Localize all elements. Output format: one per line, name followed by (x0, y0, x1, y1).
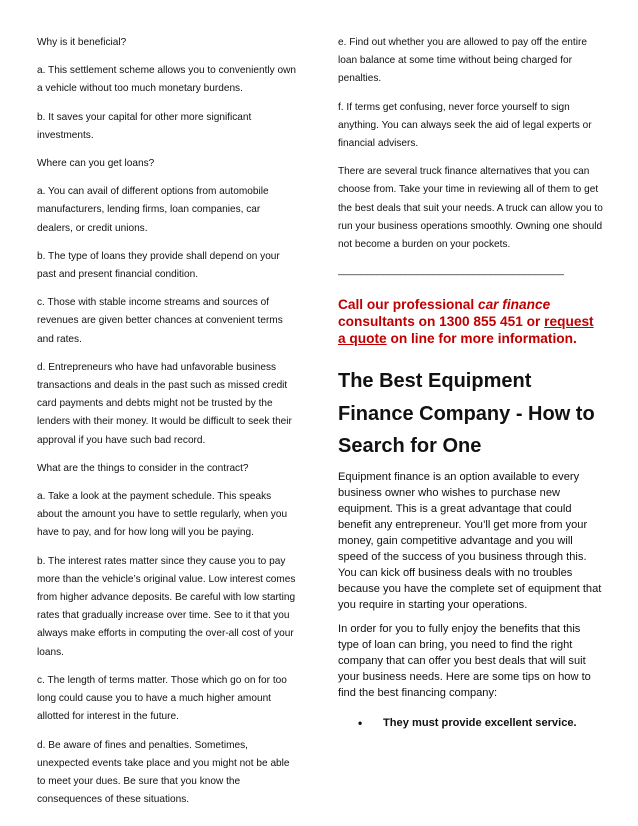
paragraph: b. The interest rates matter since they cause you to pay more than the vehicle’s original value. Low interest comes from higher advance deposits. Be careful with low starting rates that gradually increase over time. See to it that you always make efforts in computing the over-all cost of your loans. (37, 555, 296, 658)
article-title: The Best Equipment Finance Company - How to Search for One (338, 370, 595, 458)
paragraph: a. This settlement scheme allows you to conveniently own a vehicle without too much monetary burdens. (37, 65, 297, 95)
paragraph: f. If terms get confusing, never force yourself to sign anything. You can always seek the aid of legal experts or financial advisers. (338, 101, 592, 150)
heading-where: Where can you get loans? (37, 158, 155, 170)
paragraph: b. It saves your capital for other more significant investments. (37, 111, 252, 141)
call-to-action (338, 296, 604, 347)
paragraph: d. Entrepreneurs who have had unfavorable business transactions and deals in the past such as missed credit card payments and debts might not be trusted by the lenders with their money. It would be difficult to seek their approval if you have such bad record. (37, 361, 292, 446)
bullet-icon: • (358, 715, 363, 730)
separator-line: ________________________________________ (338, 264, 564, 277)
cta-text: Call our professional (338, 297, 478, 313)
request-quote-link[interactable]: request a quote (338, 314, 594, 347)
paragraph: a. You can avail of different options from automobile manufacturers, lending firms, loan companies, car dealers, or credit unions. (37, 186, 269, 234)
paragraph: Equipment finance is an option available to every business owner who wishes to purchase new equipment. This is a great advantage that could benefit any entrepreneur. You’ll get more from your money, gain competitive advantage and you will speed of the success of you business through this. You can kick off business deals with no troubles because you have the complete set of equipment that you require in starting your operations. (338, 470, 602, 611)
left-column (37, 34, 298, 819)
cta-text: on line for more information. (386, 331, 577, 347)
bullet-text: They must provide excellent service. (383, 716, 577, 729)
paragraph: b. The type of loans they provide shall depend on your past and present financial condition. (37, 250, 280, 281)
paragraph: In order for you to fully enjoy the benefits that this type of loan can bring, you need to find the right company that can offer you best deals that will suit your business needs. Here are some tips on how to find the best financing company: (338, 622, 591, 699)
heading-why: Why is it beneficial? (37, 37, 127, 48)
cta-text: consultants on 1300 855 451 or (338, 314, 545, 330)
paragraph: e. Find out whether you are allowed to pay off the entire loan balance at some time without being charged for penalties. (338, 37, 587, 85)
heading-contract: What are the things to consider in the contract? (37, 462, 249, 474)
paragraph: c. Those with stable income streams and sources of revenues are given better chances at convenient terms and rates. (37, 297, 283, 345)
paragraph: There are several truck finance alternatives that you can choose from. Take your time in reviewing all of them to get the best deals that suit your needs. A truck can allow you to run your business operations smoothly. Owning one should not become a burden on your pockets. (338, 166, 603, 251)
paragraph: a. Take a look at the payment schedule. This speaks about the amount you have to settle regularly, when you have to pay, and for how long will you be paying. (37, 491, 288, 539)
right-column (338, 34, 604, 731)
cta-emphasis: car finance (477, 297, 551, 313)
bullet-item (338, 715, 604, 731)
paragraph: c. The length of terms matter. Those which go on for too long could cause you to have a much higher amount allotted for interest in the future. (37, 674, 287, 723)
paragraph: d. Be aware of fines and penalties. Sometimes, unexpected events take place and you might not be able to meet your dues. Be sure that you know the consequences of these situations. (37, 739, 290, 806)
